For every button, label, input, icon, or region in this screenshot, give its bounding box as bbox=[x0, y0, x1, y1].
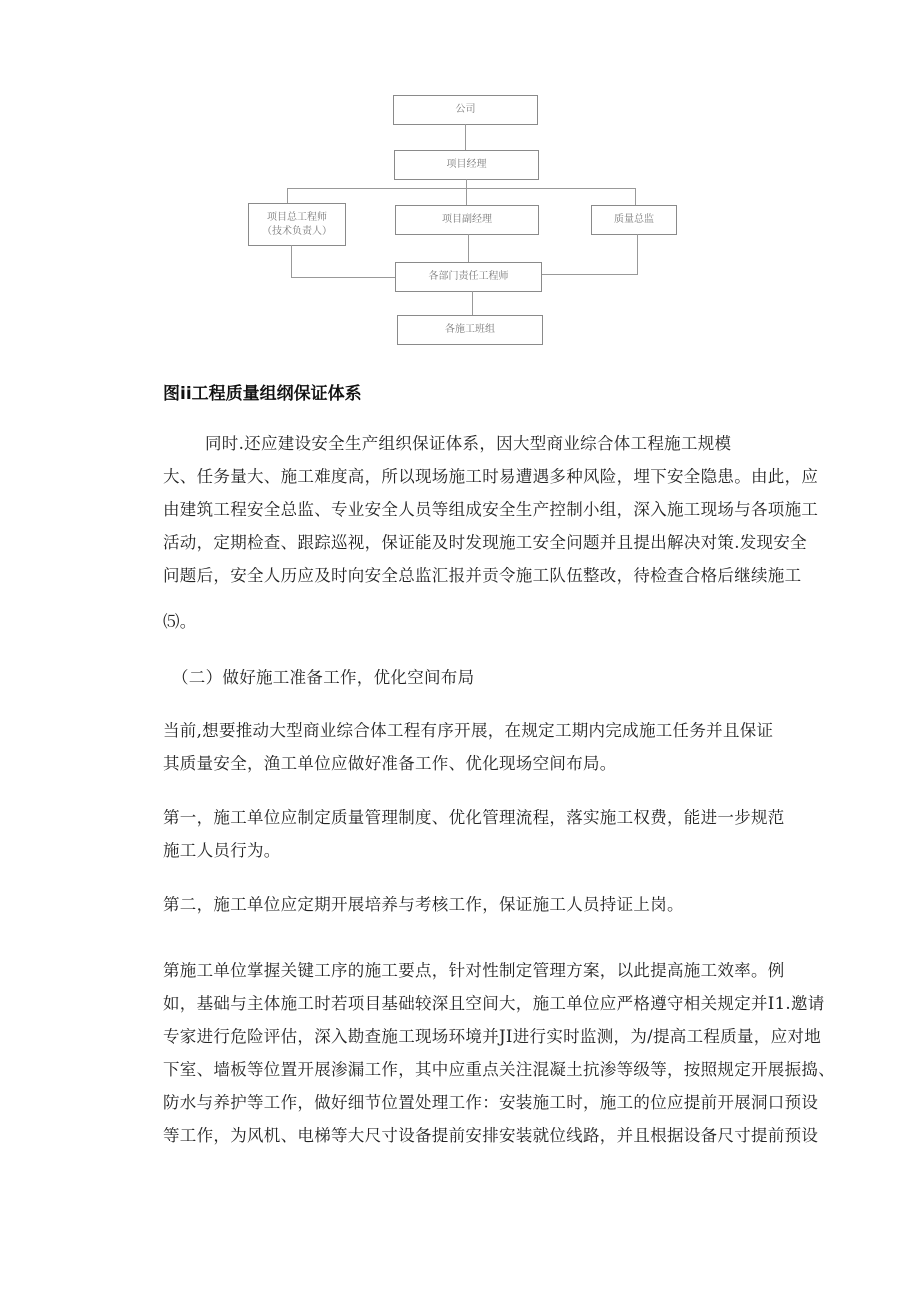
figure-caption: 图ii工程质量组纲保证体系 bbox=[163, 384, 362, 404]
box-quality-director bbox=[591, 205, 677, 235]
paragraph-line: 第二，施工单位应定期开展培养与考核工作，保证施工人员持证上岗。 bbox=[163, 895, 684, 914]
paragraph-line: 当前,想要推动大型商业综合体工程有序开展，在规定工期内完成施工任务并且保证 bbox=[163, 721, 774, 740]
box-label: 项目经理 bbox=[446, 159, 487, 170]
box-chief-engineer bbox=[248, 203, 346, 246]
paragraph-line: ⑸。 bbox=[163, 612, 197, 631]
box-label: 各部门责任工程师 bbox=[428, 271, 509, 282]
box-deputy-manager bbox=[395, 205, 539, 235]
paragraph-line: 其质量安全，渔工单位应做好准备工作、优化现场空间布局。 bbox=[163, 754, 617, 773]
paragraph-line: 专家进行危险评估，深入勘查施工现场环境并JI进行实时监测，为/提高工程质量，应对地 bbox=[163, 1027, 821, 1046]
paragraph-line: 如，基础与主体施工时若项目基础较深且空间大，施工单位应严格遵守相关规定并I1.邀请 bbox=[163, 994, 825, 1013]
box-project-manager bbox=[394, 150, 539, 180]
paragraph-line: 第一，施工单位应制定质量管理制度、优化管理流程，落实施工权费，能进一步规范 bbox=[163, 808, 785, 827]
box-company bbox=[393, 95, 538, 125]
section-heading: （二）做好施工准备工作，优化空间布局 bbox=[172, 668, 475, 687]
paragraph-line: 由建筑工程安全总监、专业安全人员等组成安全生产控制小组，深入施工现场与各项施工 bbox=[163, 500, 819, 519]
paragraph-line: 下室、墙板等位置开展渗漏工作，其中应重点关注混凝土抗渗等级等，按照规定开展振捣、 bbox=[163, 1060, 835, 1079]
box-dept-engineers bbox=[395, 262, 542, 292]
paragraph-line: 大、任务量大、施工难度高，所以现场施工时易遭遇多种风险，埋下安全隐患。由此，应 bbox=[163, 467, 819, 486]
box-construction-teams bbox=[397, 315, 543, 345]
paragraph-line: 等工作，为风机、电梯等大尺寸设备提前安排安装就位线路，并且根据设备尺寸提前预设 bbox=[163, 1126, 819, 1145]
paragraph-line: 防水与养护等工作，做好细节位置处理工作：安装施工时，施工的位应提前开展洞口预设 bbox=[163, 1093, 819, 1112]
box-label: 项目总工程师 bbox=[267, 211, 327, 223]
box-label: 项目副经理 bbox=[442, 214, 492, 225]
paragraph-line: 第施工单位掌握关键工序的施工要点，针对性制定管理方案，以此提高施工效率。例 bbox=[163, 961, 785, 980]
box-label: 公司 bbox=[455, 104, 476, 115]
paragraph-line: 施工人员行为。 bbox=[163, 841, 281, 860]
box-label: 各施工班组 bbox=[445, 324, 495, 335]
box-label: 质量总监 bbox=[614, 214, 654, 225]
paragraph-line: 问题后，安全人历应及时向安全总监汇报并贡令施工队伍整改，待检查合格后继续施工 bbox=[163, 566, 802, 585]
paragraph-line: 同时.还应建设安全生产组织保证体系，因大型商业综合体工程施工规模 bbox=[205, 434, 732, 453]
paragraph-line: 活动，定期检查、跟踪巡视，保证能及时发现施工安全问题并且提出解决对策.发现安全 bbox=[163, 533, 807, 552]
box-sublabel: （技术负责人） bbox=[262, 225, 332, 237]
